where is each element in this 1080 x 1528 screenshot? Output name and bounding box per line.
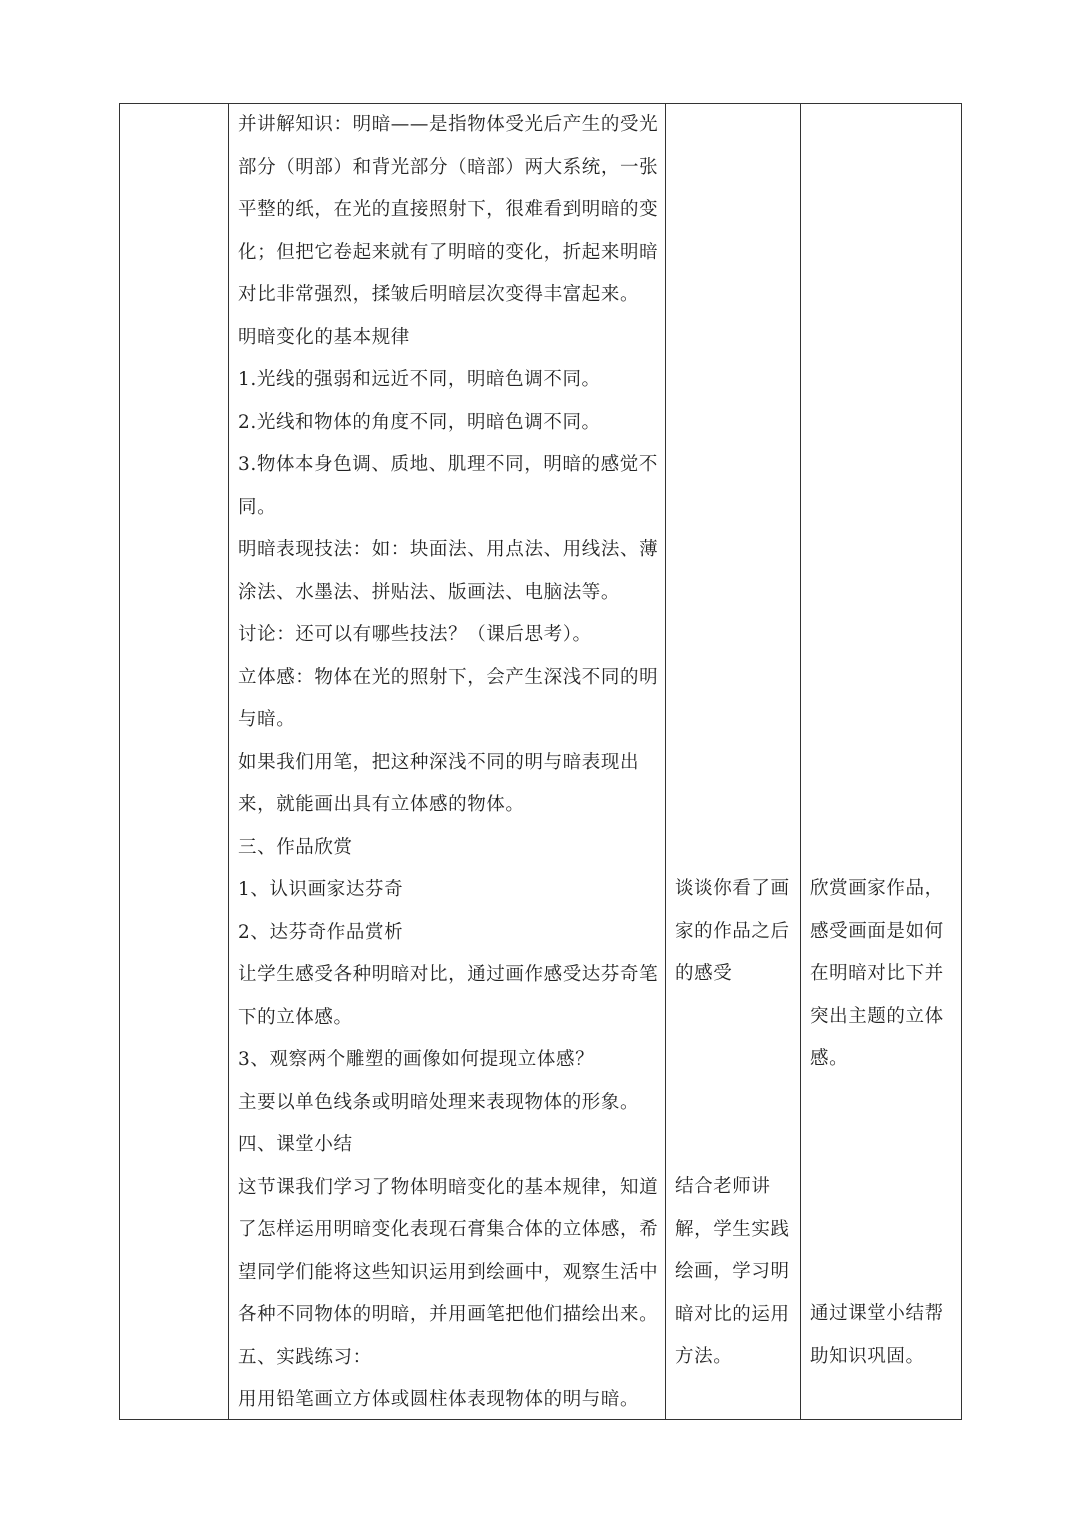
design-intent-text-line: 欣赏画家作品， — [810, 878, 944, 899]
lesson-plan-table — [119, 103, 962, 1420]
student-activity-text-line: 解，学生实践 — [675, 1218, 790, 1240]
content-text-line: 3.物体本身色调、质地、肌理不同，明暗的感觉不 — [238, 454, 658, 475]
content-text-line: 这节课我们学习了物体明暗变化的基本规律，知道 — [238, 1176, 659, 1198]
student-activity-text-line: 的感受 — [675, 963, 733, 984]
student-activity-text-line: 谈谈你看了画 — [675, 878, 790, 899]
content-text-line: 1、认识画家达芬奇 — [238, 879, 404, 900]
content-text-line: 3、观察两个雕塑的画像如何提现立体感？ — [238, 1049, 595, 1070]
content-text-line: 用用铅笔画立方体或圆柱体表现物体的明与暗。 — [238, 1389, 640, 1410]
content-text-line: 三、作品欣赏 — [238, 836, 353, 858]
content-text-line: 来，就能画出具有立体感的物体。 — [238, 794, 525, 815]
content-text-line: 1.光线的强弱和远近不同，明暗色调不同。 — [238, 369, 601, 390]
design-intent-text-line: 突出主题的立体 — [810, 1005, 944, 1027]
content-text-line: 四、课堂小结 — [238, 1134, 353, 1155]
content-text-line: 涂法、水墨法、拼贴法、版画法、电脑法等。 — [238, 581, 621, 603]
content-text-line: 平整的纸，在光的直接照射下，很难看到明暗的变 — [238, 199, 659, 220]
design-intent-text-line: 感受画面是如何 — [810, 920, 944, 942]
design-intent-text-line: 在明暗对比下并 — [810, 963, 944, 984]
design-intent-cell — [800, 104, 963, 1419]
student-activity-text-line: 方法。 — [675, 1346, 733, 1367]
student-activity-text-line: 家的作品之后 — [675, 920, 790, 942]
content-text-line: 对比非常强烈，揉皱后明暗层次变得丰富起来。 — [238, 284, 640, 305]
content-text-line: 各种不同物体的明暗，并用画笔把他们描绘出来。 — [238, 1304, 659, 1325]
content-text-line: 明暗表现技法：如：块面法、用点法、用线法、薄 — [238, 539, 659, 560]
student-activity-text-line: 暗对比的运用 — [675, 1303, 790, 1325]
content-text-line: 主要以单色线条或明暗处理来表现物体的形象。 — [238, 1091, 640, 1113]
content-text-line: 了怎样运用明暗变化表现石膏集合体的立体感，希 — [238, 1219, 659, 1240]
student-activity-text-line: 绘画，学习明 — [675, 1261, 790, 1282]
content-text-line: 望同学们能将这些知识运用到绘画中，观察生活中 — [238, 1261, 659, 1283]
empty-first-column-cell — [120, 104, 228, 1419]
design-intent-text-line: 感。 — [810, 1048, 849, 1069]
content-text-line: 部分（明部）和背光部分（暗部）两大系统，一张 — [238, 156, 659, 178]
content-text-line: 2.光线和物体的角度不同，明暗色调不同。 — [238, 411, 601, 433]
content-text-line: 化；但把它卷起来就有了明暗的变化，折起来明暗 — [238, 241, 659, 263]
content-text-line: 同。 — [238, 496, 277, 518]
content-text-line: 立体感：物体在光的照射下，会产生深浅不同的明 — [238, 666, 659, 688]
content-text-line: 下的立体感。 — [238, 1006, 353, 1028]
design-intent-text-line: 助知识巩固。 — [810, 1345, 925, 1367]
content-text-line: 如果我们用笔，把这种深浅不同的明与暗表现出 — [238, 751, 640, 773]
content-text-line: 讨论：还可以有哪些技法？（课后思考）。 — [238, 624, 592, 645]
student-activity-cell — [665, 104, 800, 1419]
content-text-line: 五、实践练习： — [238, 1346, 372, 1368]
content-text-line: 与暗。 — [238, 709, 296, 730]
content-text-line: 2、达芬奇作品赏析 — [238, 921, 404, 943]
student-activity-text-line: 结合老师讲 — [675, 1176, 771, 1197]
teaching-content-cell — [228, 104, 665, 1419]
content-text-line: 明暗变化的基本规律 — [238, 326, 410, 348]
design-intent-text-line: 通过课堂小结帮 — [810, 1303, 944, 1324]
content-text-line: 并讲解知识：明暗——是指物体受光后产生的受光 — [238, 114, 659, 135]
content-text-line: 让学生感受各种明暗对比，通过画作感受达芬奇笔 — [238, 964, 659, 985]
